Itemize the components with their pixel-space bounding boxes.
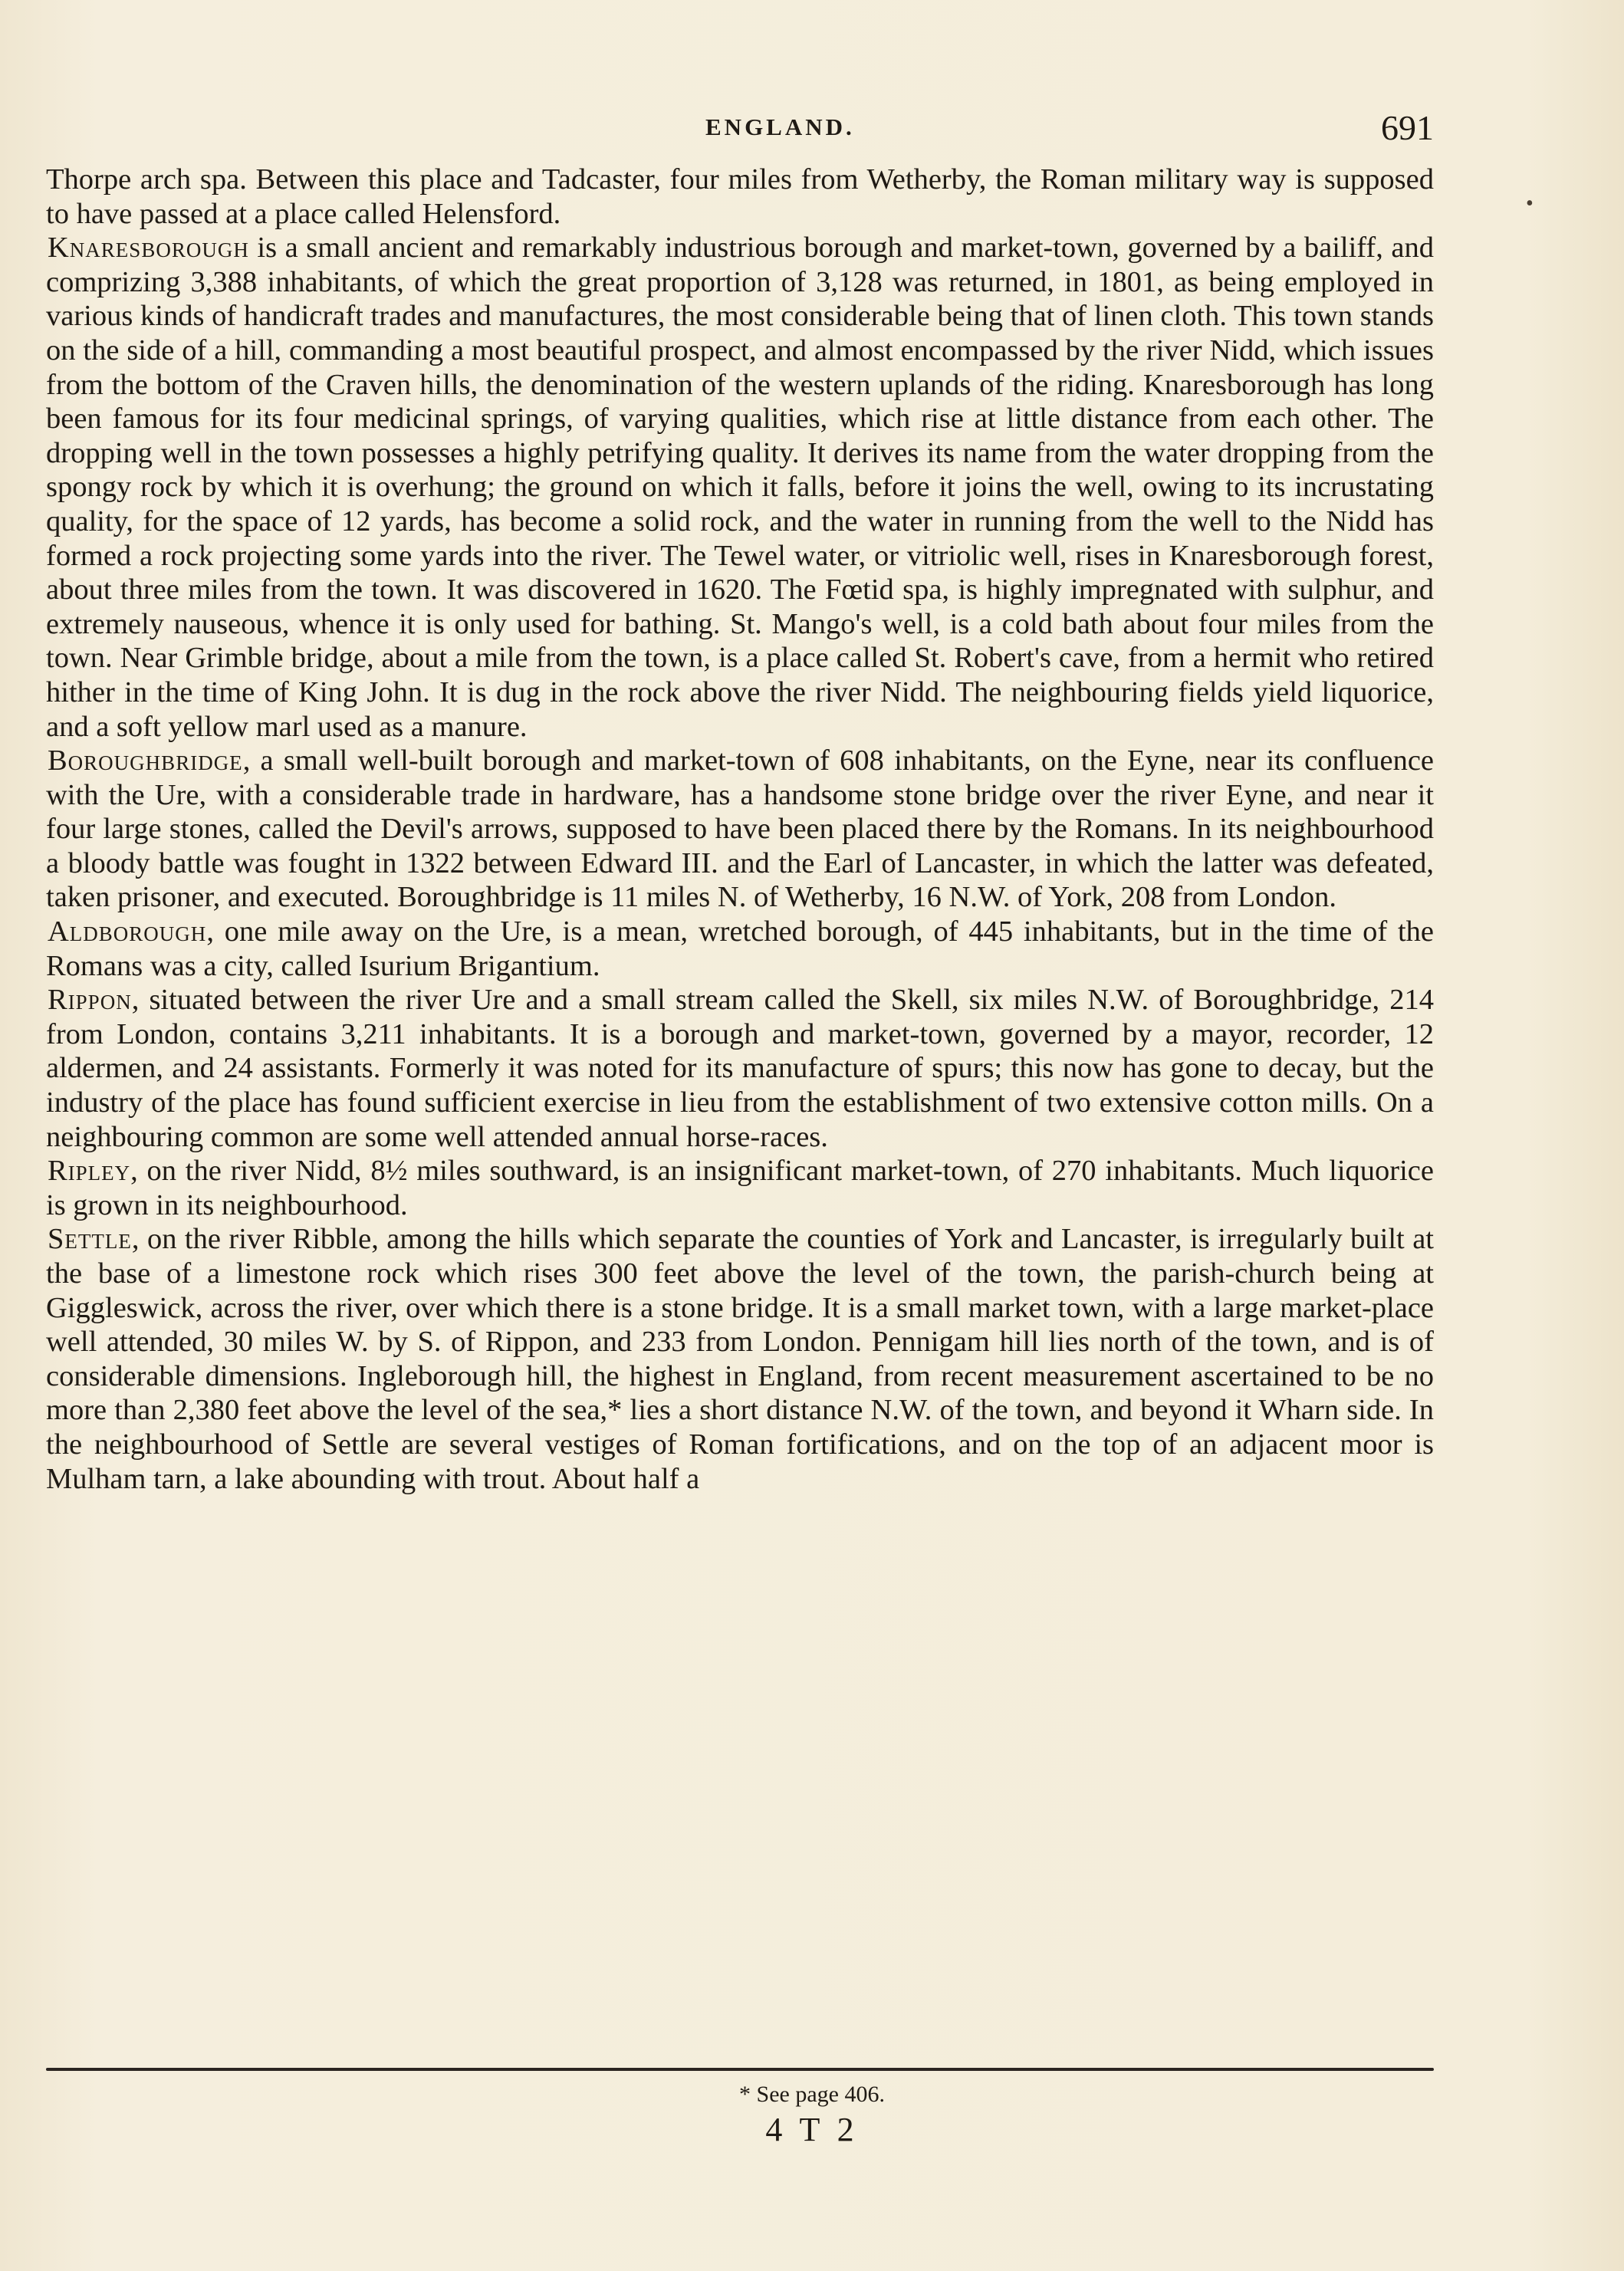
- paragraph-text: , on the river Ribble, among the hills which separate the counties of York and Lancaster, is irregularly built at the base of a limestone rock which rises 300 feet above the level of the town, the parish-church being at Giggleswick, across the river, over which there is a stone bridge. It is a small market town, with a large market-place well attended, 30 miles W. by S. of Rippon, and 233 from London. Pennigam hill lies north of the town, and is of considerable dimensions. Ingleborough hill, the highest in England, from recent measurement ascertained to be no more than 2,380 feet above the level of the sea,* lies a short distance N.W. of the town, and beyond it Wharn side. In the neighbourhood of Settle are several vestiges of Roman fortifications, and on the top of an adjacent moor is Mulham tarn, a lake abounding with trout. About half a: [46, 1223, 1434, 1495]
- paragraph-text: , a small well-built borough and market-town of 608 inhabitants, on the Eyne, near its confluence with the Ure, with a considerable trade in hardware, has a handsome stone bridge over the river Eyne, and near it four large stones, called the Devil's arrows, supposed to have been placed there by the Romans. In its neighbourhood a bloody battle was fought in 1322 between Edward III. and the Earl of Lancaster, in which the latter was defeated, taken prisoner, and executed. Boroughbridge is 11 miles N. of Wetherby, 16 N.W. of York, 208 from London.: [46, 744, 1434, 914]
- page-header: [46, 107, 1434, 153]
- paragraph-text: , on the river Nidd, 8½ miles southward, is an insignificant market-town, of 270 inhabitants. Much liquorice is grown in its neighbourhood.: [46, 1155, 1434, 1221]
- place-name-heading: Ripley: [48, 1155, 131, 1188]
- place-name-heading: Knaresborough: [48, 232, 249, 265]
- footnote: * See page 406.: [739, 2082, 885, 2107]
- paragraph-text: is a small ancient and remarkably industrious borough and market-town, governed by a bailiff, and comprizing 3,388 inhabitants, of which the great proportion of 3,128 was returned, in 1801, as being employed in various kinds of handicraft trades and manufactures, the most considerable being that of linen cloth. This town stands on the side of a hill, commanding a most beautiful prospect, and almost encompassed by the river Nidd, which issues from the bottom of the Craven hills, the denomination of the western uplands of the riding. Knaresborough has long been famous for its four medicinal springs, of varying qualities, which rise at little distance from each other. The dropping well in the town possesses a highly petrifying quality. It derives its name from the water dropping from the spongy rock by which it is overhung; the ground on which it falls, before it joins the well, owing to its incrustating quality, for the space of 12 yards, has become a solid rock, and the water in running from the well to the Nidd has formed a rock projecting some yards into the river. The Tewel water, or vitriolic well, rises in Knaresborough forest, about three miles from the town. It was discovered in 1620. The Fœtid spa, is highly impregnated with sulphur, and extremely nauseous, whence it is only used for bathing. St. Mango's well, is a cold bath about four miles from the town. Near Grimble bridge, about a mile from the town, is a place called St. Robert's cave, from a hermit who retired hither in the time of King John. It is dug in the rock above the river Nidd. The neighbouring fields yield liquorice, and a soft yellow marl used as a manure.: [46, 232, 1434, 743]
- page-number: 691: [1381, 108, 1434, 147]
- paragraph-boroughbridge: [46, 744, 1434, 915]
- paragraph-thorpe-arch: [46, 163, 1434, 231]
- place-name-heading: Boroughbridge: [48, 744, 243, 777]
- margin-mark: •: [1526, 192, 1534, 215]
- paragraph-rippon: [46, 983, 1434, 1154]
- paragraph-knaresborough: [46, 231, 1434, 744]
- paragraph-text: , one mile away on the Ure, is a mean, wretched borough, of 445 inhabitants, but in the time of the Romans was a city, called Isurium Brigantium.: [46, 915, 1434, 982]
- paragraph-settle: [46, 1222, 1434, 1496]
- running-head: ENGLAND.: [705, 113, 855, 140]
- body-text: [46, 163, 1434, 1496]
- place-name-heading: Aldborough: [48, 915, 207, 948]
- place-name-heading: Rippon: [48, 984, 132, 1017]
- place-name-heading: Settle: [48, 1223, 132, 1256]
- paragraph-text: , situated between the river Ure and a small stream called the Skell, six miles N.W. of Boroughbridge, 214 from London, contains 3,211 inhabitants. It is a borough and market-town, governed by a mayor, recorder, 12 aldermen, and 24 assistants. Formerly it was noted for its manufacture of spurs; this now has gone to decay, but the industry of the place has found sufficient exercise in lieu from the establishment of two extensive cotton mills. On a neighbouring common are some well attended annual horse-races.: [46, 984, 1434, 1153]
- paragraph-aldborough: [46, 915, 1434, 983]
- footnote-rule: [46, 2068, 1434, 2071]
- paragraph-text: Thorpe arch spa. Between this place and Tadcaster, four miles from Wetherby, the Roman military way is supposed to have passed at a place called Helensford.: [46, 163, 1434, 230]
- signature-mark: 4 T 2: [765, 2111, 859, 2148]
- paragraph-ripley: [46, 1154, 1434, 1222]
